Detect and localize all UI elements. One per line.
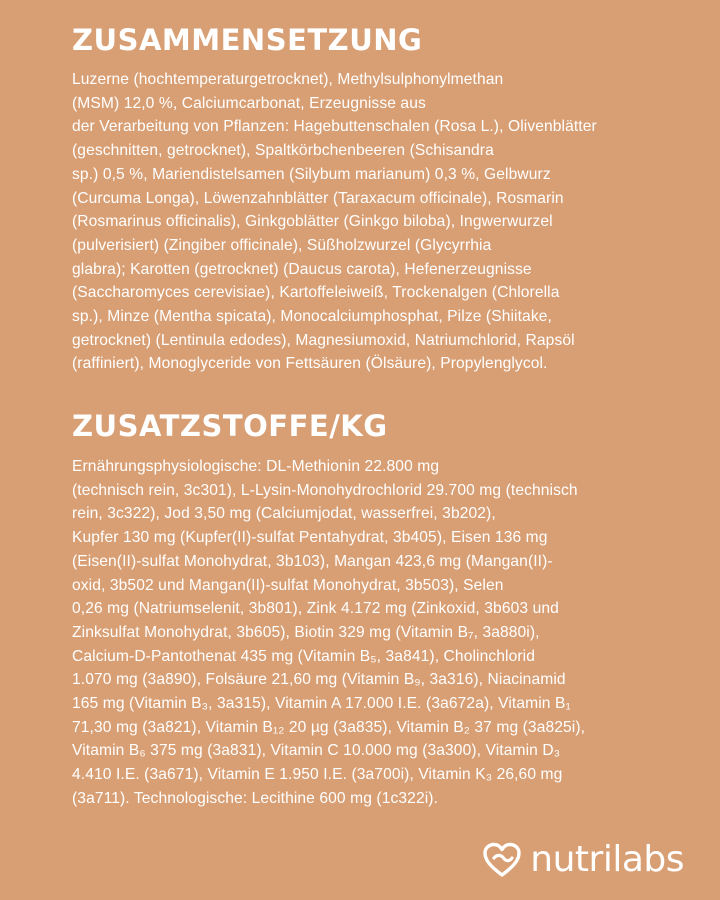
composition-text xyxy=(72,68,700,376)
text-line: glabra); Karotten (getrocknet) (Daucus carota), Hefenerzeugnisse xyxy=(72,260,532,278)
text-line: (MSM) 12,0 %, Calciumcarbonat, Erzeugnisse aus xyxy=(72,94,426,112)
text-line: 165 mg (Vitamin B₃, 3a315), Vitamin A 17.000 I.E. (3a672a), Vitamin B₁ xyxy=(72,695,571,713)
text-line: sp.) 0,5 %, Mariendistelsamen (Silybum marianum) 0,3 %, Gelbwurz xyxy=(72,165,551,183)
text-line: (Eisen(II)-sulfat Monohydrat, 3b103), Mangan 423,6 mg (Mangan(II)- xyxy=(72,552,553,570)
text-line: (Rosmarinus officinalis), Ginkgoblätter (Ginkgo biloba), Ingwerwurzel xyxy=(72,213,553,231)
heart-logo-icon xyxy=(482,842,522,878)
text-line: (3a711). Technologische: Lecithine 600 mg (1c322i). xyxy=(72,789,439,807)
text-line: 0,26 mg (Natriumselenit, 3b801), Zink 4.172 mg (Zinkoxid, 3b603 und xyxy=(72,600,559,618)
text-line: (technisch rein, 3c301), L-Lysin-Monohydrochlorid 29.700 mg (technisch xyxy=(72,481,578,499)
text-line: rein, 3c322), Jod 3,50 mg (Calciumjodat, wasserfrei, 3b202), xyxy=(72,505,496,523)
text-line: oxid, 3b502 und Mangan(II)-sulfat Monohydrat, 3b503), Selen xyxy=(72,576,504,594)
text-line: Vitamin B₆ 375 mg (3a831), Vitamin C 10.000 mg (3a300), Vitamin D₃ xyxy=(72,742,561,760)
text-line: getrocknet) (Lentinula edodes), Magnesiumoxid, Natriumchlorid, Rapsöl xyxy=(72,331,575,349)
brand-name: nutrilabs xyxy=(530,839,684,880)
text-line: sp.), Minze (Mentha spicata), Monocalciumphosphat, Pilze (Shiitake, xyxy=(72,308,552,326)
text-line: Zinksulfat Monohydrat, 3b605), Biotin 329 mg (Vitamin B₇, 3a880i), xyxy=(72,623,540,641)
text-line: 71,30 mg (3a821), Vitamin B₁₂ 20 µg (3a835), Vitamin B₂ 37 mg (3a825i), xyxy=(72,718,586,736)
additives-heading: ZUSATZSTOFFE/KG xyxy=(72,409,388,443)
text-line: Luzerne (hochtemperaturgetrocknet), Methylsulphonylmethan xyxy=(72,71,504,88)
text-line: (Saccharomyces cerevisiae), Kartoffeleiweiß, Trockenalgen (Chlorella xyxy=(72,284,560,302)
additives-text xyxy=(72,455,700,811)
text-line: (geschnitten, getrocknet), Spaltkörbchenbeeren (Schisandra xyxy=(72,142,494,160)
composition-heading: ZUSAMMENSETZUNG xyxy=(72,23,423,57)
text-line: (pulverisiert) (Zingiber officinale), Süßholzwurzel (Glycyrrhia xyxy=(72,236,492,254)
text-line: (raffiniert), Monoglyceride von Fettsäuren (Ölsäure), Propylenglycol. xyxy=(72,355,548,373)
text-line: 4.410 I.E. (3a671), Vitamin E 1.950 I.E. (3a700i), Vitamin K₃ 26,60 mg xyxy=(72,766,563,784)
brand-logo xyxy=(482,840,684,880)
text-line: Ernährungsphysiologische: DL-Methionin 22.800 mg xyxy=(72,458,440,475)
text-line: der Verarbeitung von Pflanzen: Hagebuttenschalen (Rosa L.), Olivenblätter xyxy=(72,118,597,136)
text-line: 1.070 mg (3a890), Folsäure 21,60 mg (Vitamin B₉, 3a316), Niacinamid xyxy=(72,671,566,689)
text-line: (Curcuma Longa), Löwenzahnblätter (Taraxacum officinale), Rosmarin xyxy=(72,189,564,207)
text-line: Kupfer 130 mg (Kupfer(II)-sulfat Pentahydrat, 3b405), Eisen 136 mg xyxy=(72,529,548,547)
text-line: Calcium-D-Pantothenat 435 mg (Vitamin B₅, 3a841), Cholinchlorid xyxy=(72,647,536,665)
